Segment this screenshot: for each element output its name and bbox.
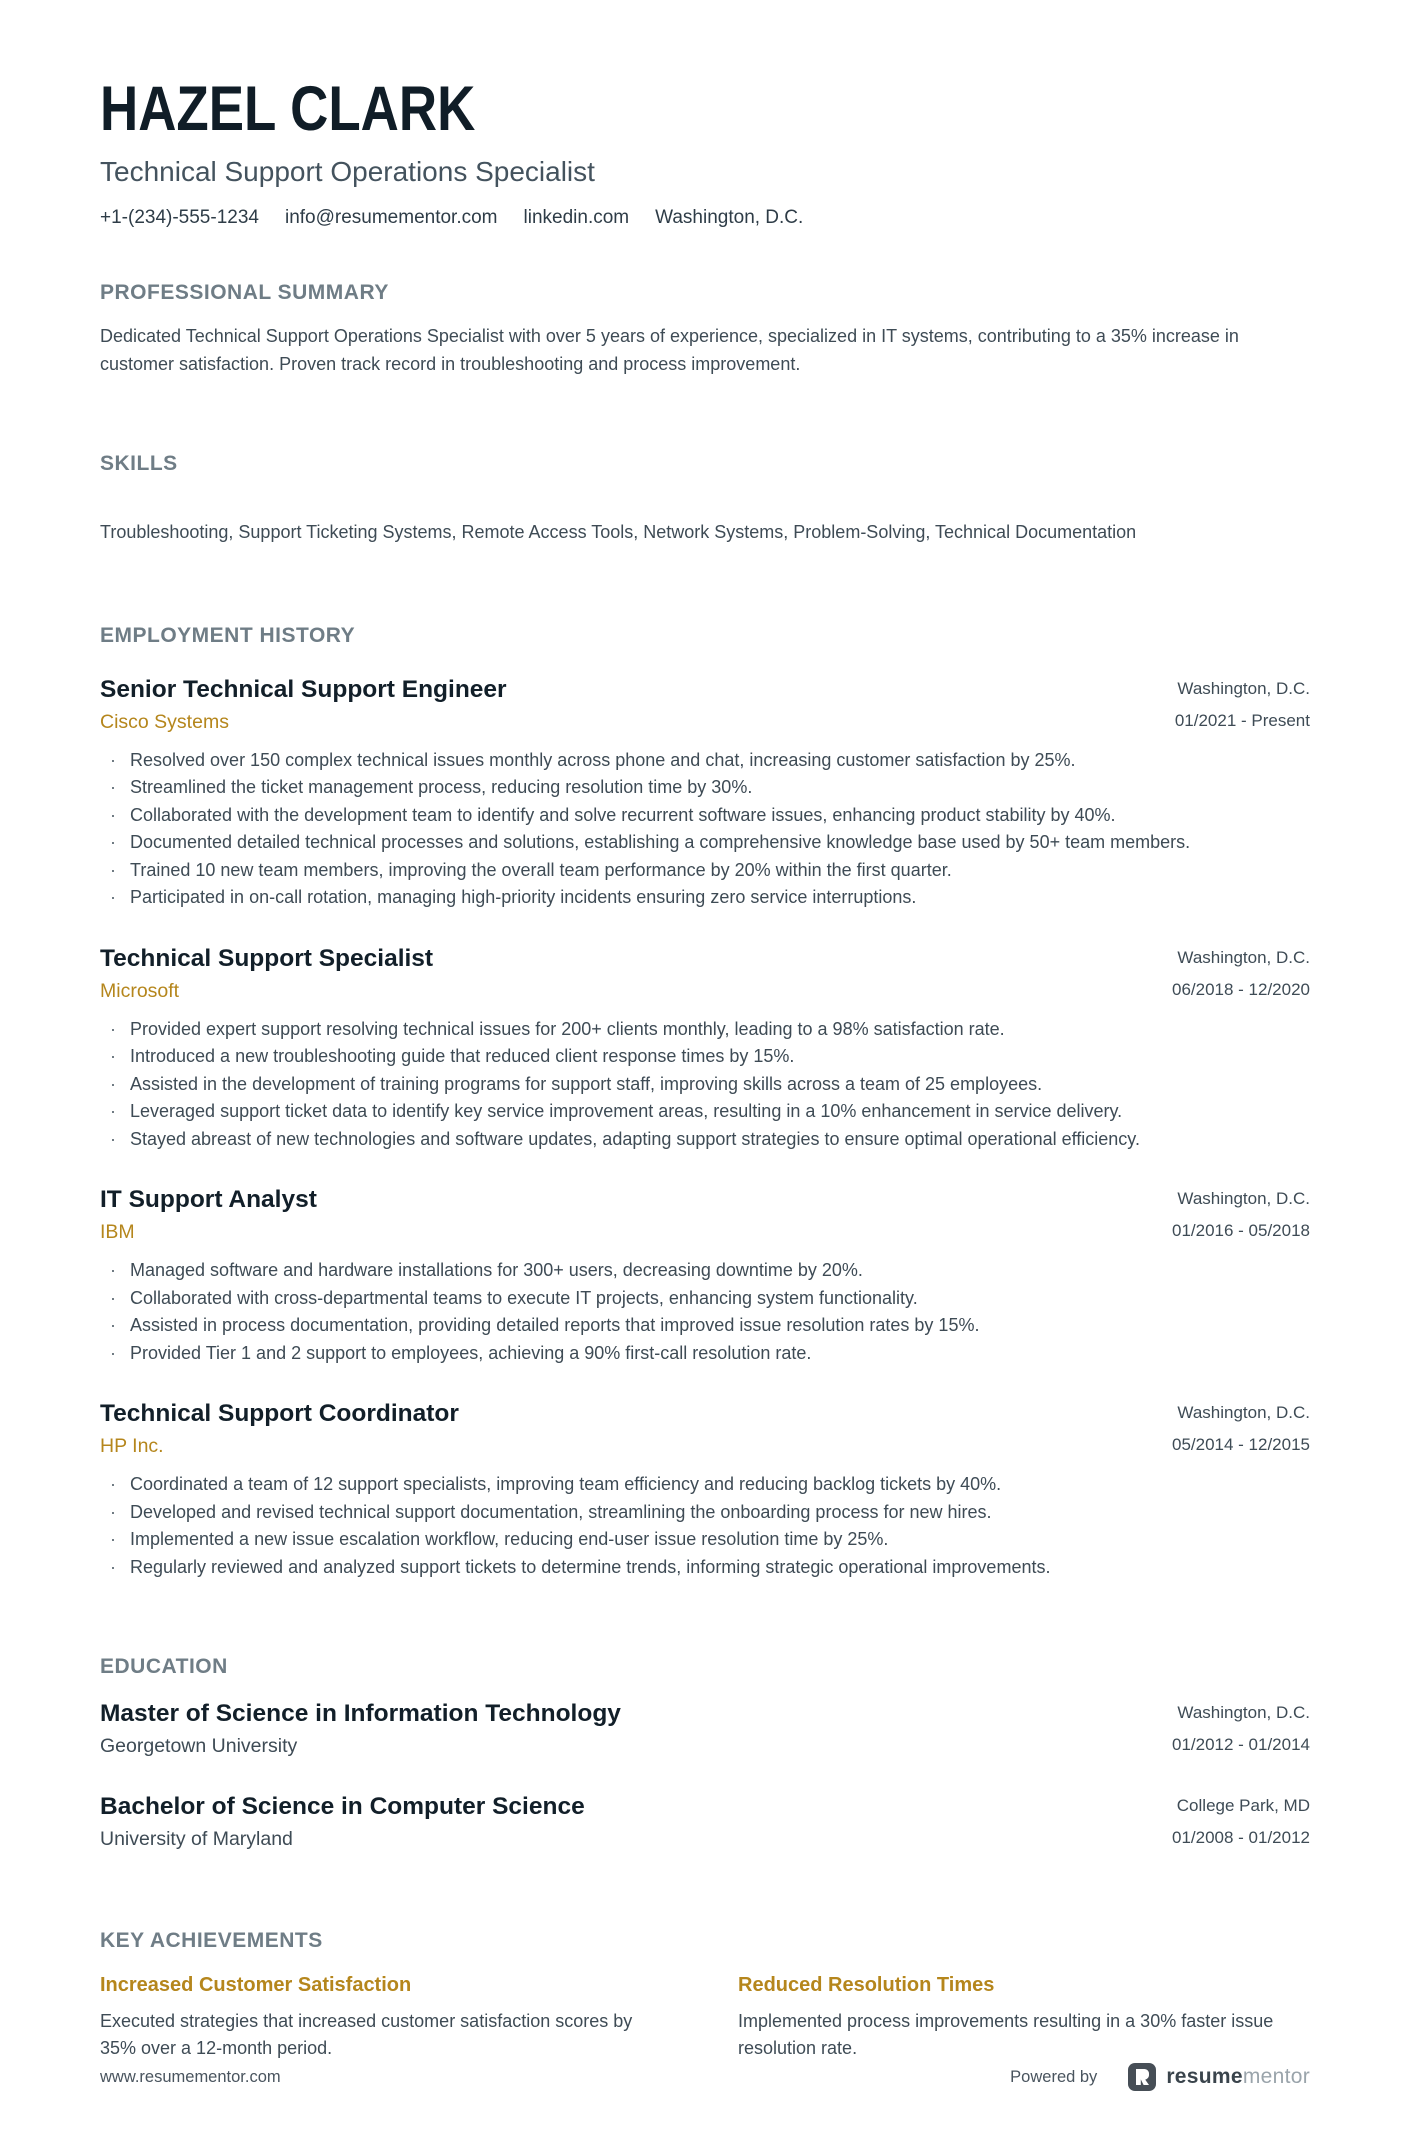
bullet-text: Provided expert support resolving technical issues for 200+ clients monthly, leading to a 98% satisfaction rate. (130, 1018, 1005, 1039)
achievement-title: Reduced Resolution Times (738, 1974, 995, 1997)
degree-dates: 01/2008 - 01/2012 (1171, 1828, 1310, 1848)
page-footer (0, 2062, 1410, 2150)
bullet-item (100, 1098, 1310, 1126)
job-header (100, 1185, 1310, 1244)
bullet-dot: · (110, 804, 116, 825)
logo-text-light: mentor (1242, 2065, 1310, 2089)
achievement-text: Executed strategies that increased customer satisfaction scores by 35% over a 12-month period. (100, 2011, 633, 2059)
person-job-title: Technical Support Operations Specialist (100, 156, 595, 187)
job-entry (100, 1399, 1310, 1581)
job-location: Washington, D.C. (1177, 1403, 1310, 1423)
bullet-text: Resolved over 150 complex technical issues monthly across phone and chat, increasing customer satisfaction by 25%. (130, 749, 1076, 770)
bullet-text: Streamlined the ticket management process, reducing resolution time by 30%. (130, 777, 753, 798)
section-key-achievements (100, 1929, 1310, 2062)
bullet-dot: · (110, 1501, 116, 1522)
section-professional-summary (100, 281, 1310, 378)
bullet-dot: · (110, 1101, 116, 1122)
job-location: Washington, D.C. (1177, 1189, 1310, 1209)
bullet-dot: · (110, 777, 116, 798)
achievement-item (100, 1973, 672, 2062)
skills-list: Troubleshooting, Support Ticketing Systems, Remote Access Tools, Network Systems, Problem-Solving, Technical Documentation (100, 522, 1137, 543)
bullet-item (100, 774, 1310, 802)
footer-website: www.resumementor.com (100, 2067, 281, 2086)
section-skills (100, 452, 1310, 546)
job-company: HP Inc. (100, 1435, 164, 1458)
achievements-grid (100, 1973, 1310, 2062)
person-name: HAZEL CLARK (100, 74, 476, 144)
bullet-text: Assisted in the development of training programs for support staff, improving skills across a team of 25 employees. (130, 1073, 1043, 1094)
bullet-item (100, 1312, 1310, 1340)
job-dates: 01/2016 - 05/2018 (1171, 1221, 1310, 1241)
bullet-dot: · (110, 1529, 116, 1550)
resume-header (100, 74, 1310, 229)
bullet-item (100, 1126, 1310, 1154)
achievement-item (738, 1973, 1310, 2062)
degree-dates: 01/2012 - 01/2014 (1171, 1735, 1310, 1755)
bullet-item (100, 857, 1310, 885)
contact-line (100, 207, 1310, 229)
job-company: Microsoft (100, 979, 180, 1002)
bullet-text: Coordinated a team of 12 support specialists, improving team efficiency and reducing backlog tickets by 40%. (130, 1474, 1002, 1495)
degree-title: Bachelor of Science in Computer Science (100, 1793, 585, 1821)
achievement-text: Implemented process improvements resulting in a 30% faster issue resolution rate. (738, 2011, 1274, 2059)
degree-school: University of Maryland (100, 1828, 293, 1851)
section-employment-history (100, 624, 1310, 1581)
job-bullets (100, 1471, 1310, 1581)
bullet-dot: · (110, 1260, 116, 1281)
bullet-item (100, 1285, 1310, 1313)
job-bullets (100, 1016, 1310, 1154)
bullet-text: Implemented a new issue escalation workflow, reducing end-user issue resolution time by 25%. (130, 1529, 889, 1550)
summary-heading: PROFESSIONAL SUMMARY (100, 281, 389, 305)
bullet-item (100, 1043, 1310, 1071)
degree-school: Georgetown University (100, 1735, 298, 1758)
job-entry (100, 1185, 1310, 1367)
bullet-dot: · (110, 749, 116, 770)
bullet-item (100, 1526, 1310, 1554)
bullet-text: Managed software and hardware installations for 300+ users, decreasing downtime by 20%. (130, 1260, 863, 1281)
bullet-dot: · (110, 1018, 116, 1039)
resumementor-logo (1127, 2062, 1310, 2092)
achievements-heading: KEY ACHIEVEMENTS (100, 1929, 323, 1953)
bullet-item (100, 829, 1310, 857)
bullet-text: Collaborated with the development team to identify and solve recurrent software issues, enhancing product stability by 40%. (130, 804, 1116, 825)
bullet-text: Regularly reviewed and analyzed support tickets to determine trends, informing strategic operational improvements. (130, 1556, 1051, 1577)
section-education (100, 1655, 1310, 1851)
powered-by-label: Powered by (1010, 2067, 1098, 2086)
job-header (100, 1399, 1310, 1458)
bullet-item (100, 1471, 1310, 1499)
bullet-dot: · (110, 832, 116, 853)
achievement-title: Increased Customer Satisfaction (100, 1974, 412, 1997)
bullet-text: Participated in on-call rotation, managing high-priority incidents ensuring zero service interruptions. (130, 887, 917, 908)
bullet-item (100, 1257, 1310, 1285)
degree-location: College Park, MD (1176, 1796, 1310, 1816)
bullet-text: Collaborated with cross-departmental teams to execute IT projects, enhancing system functionality. (130, 1287, 918, 1308)
resumementor-logo-icon (1127, 2062, 1157, 2092)
job-dates: 06/2018 - 12/2020 (1171, 979, 1310, 999)
bullet-text: Trained 10 new team members, improving the overall team performance by 20% within the first quarter. (130, 859, 952, 880)
bullet-dot: · (110, 1073, 116, 1094)
contact-phone: +1-(234)-555-1234 (100, 207, 259, 229)
bullet-item (100, 747, 1310, 775)
job-entry (100, 675, 1310, 912)
contact-linkedin: linkedin.com (523, 207, 630, 229)
bullet-item (100, 1340, 1310, 1368)
job-title: IT Support Analyst (100, 1186, 317, 1214)
bullet-item (100, 1071, 1310, 1099)
contact-email: info@resumementor.com (284, 207, 498, 229)
job-company: Cisco Systems (100, 710, 229, 733)
bullet-text: Introduced a new troubleshooting guide that reduced client response times by 15%. (130, 1046, 795, 1067)
bullet-text: Assisted in process documentation, providing detailed reports that improved issue resolution rates by 15%. (130, 1315, 980, 1336)
job-title: Technical Support Coordinator (100, 1400, 459, 1428)
bullet-dot: · (110, 887, 116, 908)
bullet-dot: · (110, 1342, 116, 1363)
bullet-dot: · (110, 1046, 116, 1067)
bullet-text: Leveraged support ticket data to identify key service improvement areas, resulting in a 10% enhancement in service delivery. (130, 1101, 1123, 1122)
job-header (100, 944, 1310, 1003)
job-company: IBM (100, 1221, 135, 1244)
bullet-dot: · (110, 1315, 116, 1336)
job-dates: 05/2014 - 12/2015 (1171, 1435, 1310, 1455)
job-bullets (100, 747, 1310, 912)
bullet-item (100, 802, 1310, 830)
degree-location: Washington, D.C. (1177, 1703, 1310, 1723)
bullet-item (100, 1499, 1310, 1527)
bullet-item (100, 1554, 1310, 1582)
bullet-dot: · (110, 1474, 116, 1495)
job-title: Technical Support Specialist (100, 944, 434, 972)
job-location: Washington, D.C. (1177, 947, 1310, 967)
employment-heading: EMPLOYMENT HISTORY (100, 624, 356, 648)
job-dates: 01/2021 - Present (1174, 710, 1310, 730)
bullet-text: Stayed abreast of new technologies and software updates, adapting support strategies to ensure optimal operational efficiency. (130, 1128, 1140, 1149)
bullet-item (100, 1016, 1310, 1044)
bullet-dot: · (110, 1128, 116, 1149)
job-title: Senior Technical Support Engineer (100, 675, 507, 703)
degree-title: Master of Science in Information Technology (100, 1700, 621, 1728)
job-location: Washington, D.C. (1177, 678, 1310, 698)
bullet-text: Documented detailed technical processes and solutions, establishing a comprehensive knowledge base used by 50+ team members. (130, 832, 1191, 853)
bullet-item (100, 884, 1310, 912)
education-entry (100, 1699, 1310, 1758)
bullet-dot: · (110, 1287, 116, 1308)
bullet-text: Developed and revised technical support documentation, streamlining the onboarding process for new hires. (130, 1501, 992, 1522)
job-entry (100, 944, 1310, 1154)
education-heading: EDUCATION (100, 1655, 228, 1679)
contact-location: Washington, D.C. (655, 207, 804, 229)
bullet-text: Provided Tier 1 and 2 support to employees, achieving a 90% first-call resolution rate. (130, 1342, 812, 1363)
logo-text-bold: resume (1166, 2065, 1243, 2089)
summary-text: Dedicated Technical Support Operations Specialist with over 5 years of experience, specialized in IT systems, contributing to a 35% increase in customer satisfaction. Proven track record in troubleshooting and process improvement. (100, 326, 1239, 375)
education-entry (100, 1792, 1310, 1851)
job-bullets (100, 1257, 1310, 1367)
skills-heading: SKILLS (100, 452, 178, 476)
job-header (100, 675, 1310, 734)
bullet-dot: · (110, 859, 116, 880)
powered-by-block (1010, 2062, 1310, 2092)
bullet-dot: · (110, 1556, 116, 1577)
